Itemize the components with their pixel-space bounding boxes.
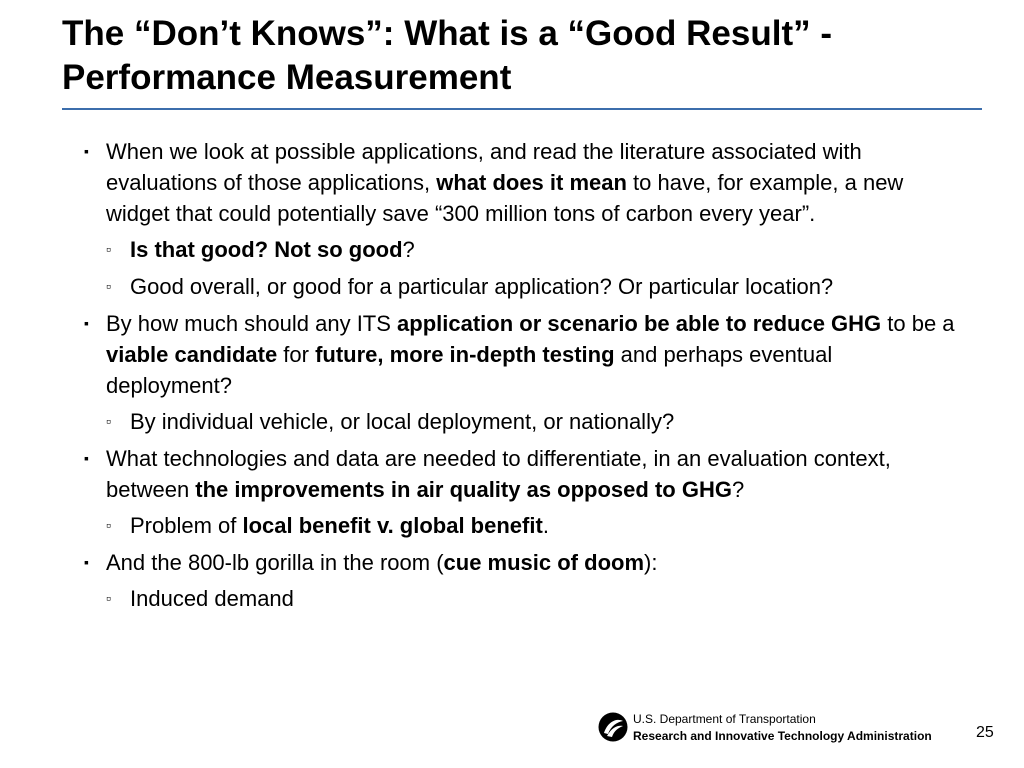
bold-text: application or scenario be able to reduce GHG <box>397 311 882 336</box>
square-bullet-icon: ▪ <box>84 143 89 159</box>
bold-text: the improvements in air quality as opposed to GHG <box>195 477 732 502</box>
hollow-square-bullet-icon: ▫ <box>106 517 111 533</box>
hollow-square-bullet-icon: ▫ <box>106 413 111 429</box>
text-run: to have, for example, a new widget that could potentially save “300 million tons of carbon every year”. <box>106 170 904 226</box>
bold-text: future, more in-depth testing <box>315 342 615 367</box>
text-run: . <box>542 513 549 538</box>
dot-logo-icon <box>598 712 628 742</box>
bold-text: local benefit v. global benefit <box>242 513 543 538</box>
text-run: What technologies and data are needed to differentiate, in an evaluation context, between <box>106 446 891 502</box>
text-run: ? <box>402 237 415 262</box>
sub-bullet-item <box>84 406 964 437</box>
text-run: Good overall, or good for a particular application? Or particular location? <box>130 274 834 299</box>
bullet-item <box>84 136 964 229</box>
bold-text: what does it mean <box>436 170 627 195</box>
text-run: ? <box>731 477 745 502</box>
square-bullet-icon: ▪ <box>84 450 89 466</box>
page-number: 25 <box>976 724 994 741</box>
square-bullet-icon: ▪ <box>84 554 89 570</box>
text-run: And the 800-lb gorilla in the room ( <box>106 550 444 575</box>
sub-bullet-item <box>84 510 964 541</box>
text-run: for <box>277 342 316 367</box>
bullet-item <box>84 547 964 578</box>
sub-bullet-item <box>84 271 964 302</box>
text-run: and perhaps eventual deployment? <box>106 342 833 398</box>
text-run: By how much should any ITS <box>106 311 398 336</box>
text-run: Induced demand <box>130 586 294 611</box>
hollow-square-bullet-icon: ▫ <box>106 590 111 606</box>
hollow-square-bullet-icon: ▫ <box>106 241 111 257</box>
sub-bullet-item <box>84 583 964 614</box>
hollow-square-bullet-icon: ▫ <box>106 278 111 294</box>
bold-text: cue music of doom <box>443 550 645 575</box>
agency-subname: Research and Innovative Technology Administration <box>633 729 932 743</box>
square-bullet-icon: ▪ <box>84 315 89 331</box>
text-run: By individual vehicle, or local deployment, or nationally? <box>130 409 675 434</box>
bullet-item <box>84 308 964 401</box>
slide-title: The “Don’t Knows”: What is a “Good Result” - Performance Measurement <box>62 14 832 97</box>
sub-bullet-item <box>84 234 964 265</box>
title-divider <box>62 108 982 110</box>
text-run: When we look at possible applications, and read the literature associated with evaluations of those applications, <box>106 139 862 195</box>
bullet-list <box>84 136 964 620</box>
text-run: Problem of <box>130 513 243 538</box>
text-run: ): <box>644 550 658 575</box>
footer <box>598 710 1018 750</box>
agency-name: U.S. Department of Transportation <box>633 712 816 726</box>
bullet-item <box>84 443 964 505</box>
text-run: to be a <box>881 311 955 336</box>
bold-text: Is that good? Not so good <box>130 237 403 262</box>
bold-text: viable candidate <box>106 342 278 367</box>
